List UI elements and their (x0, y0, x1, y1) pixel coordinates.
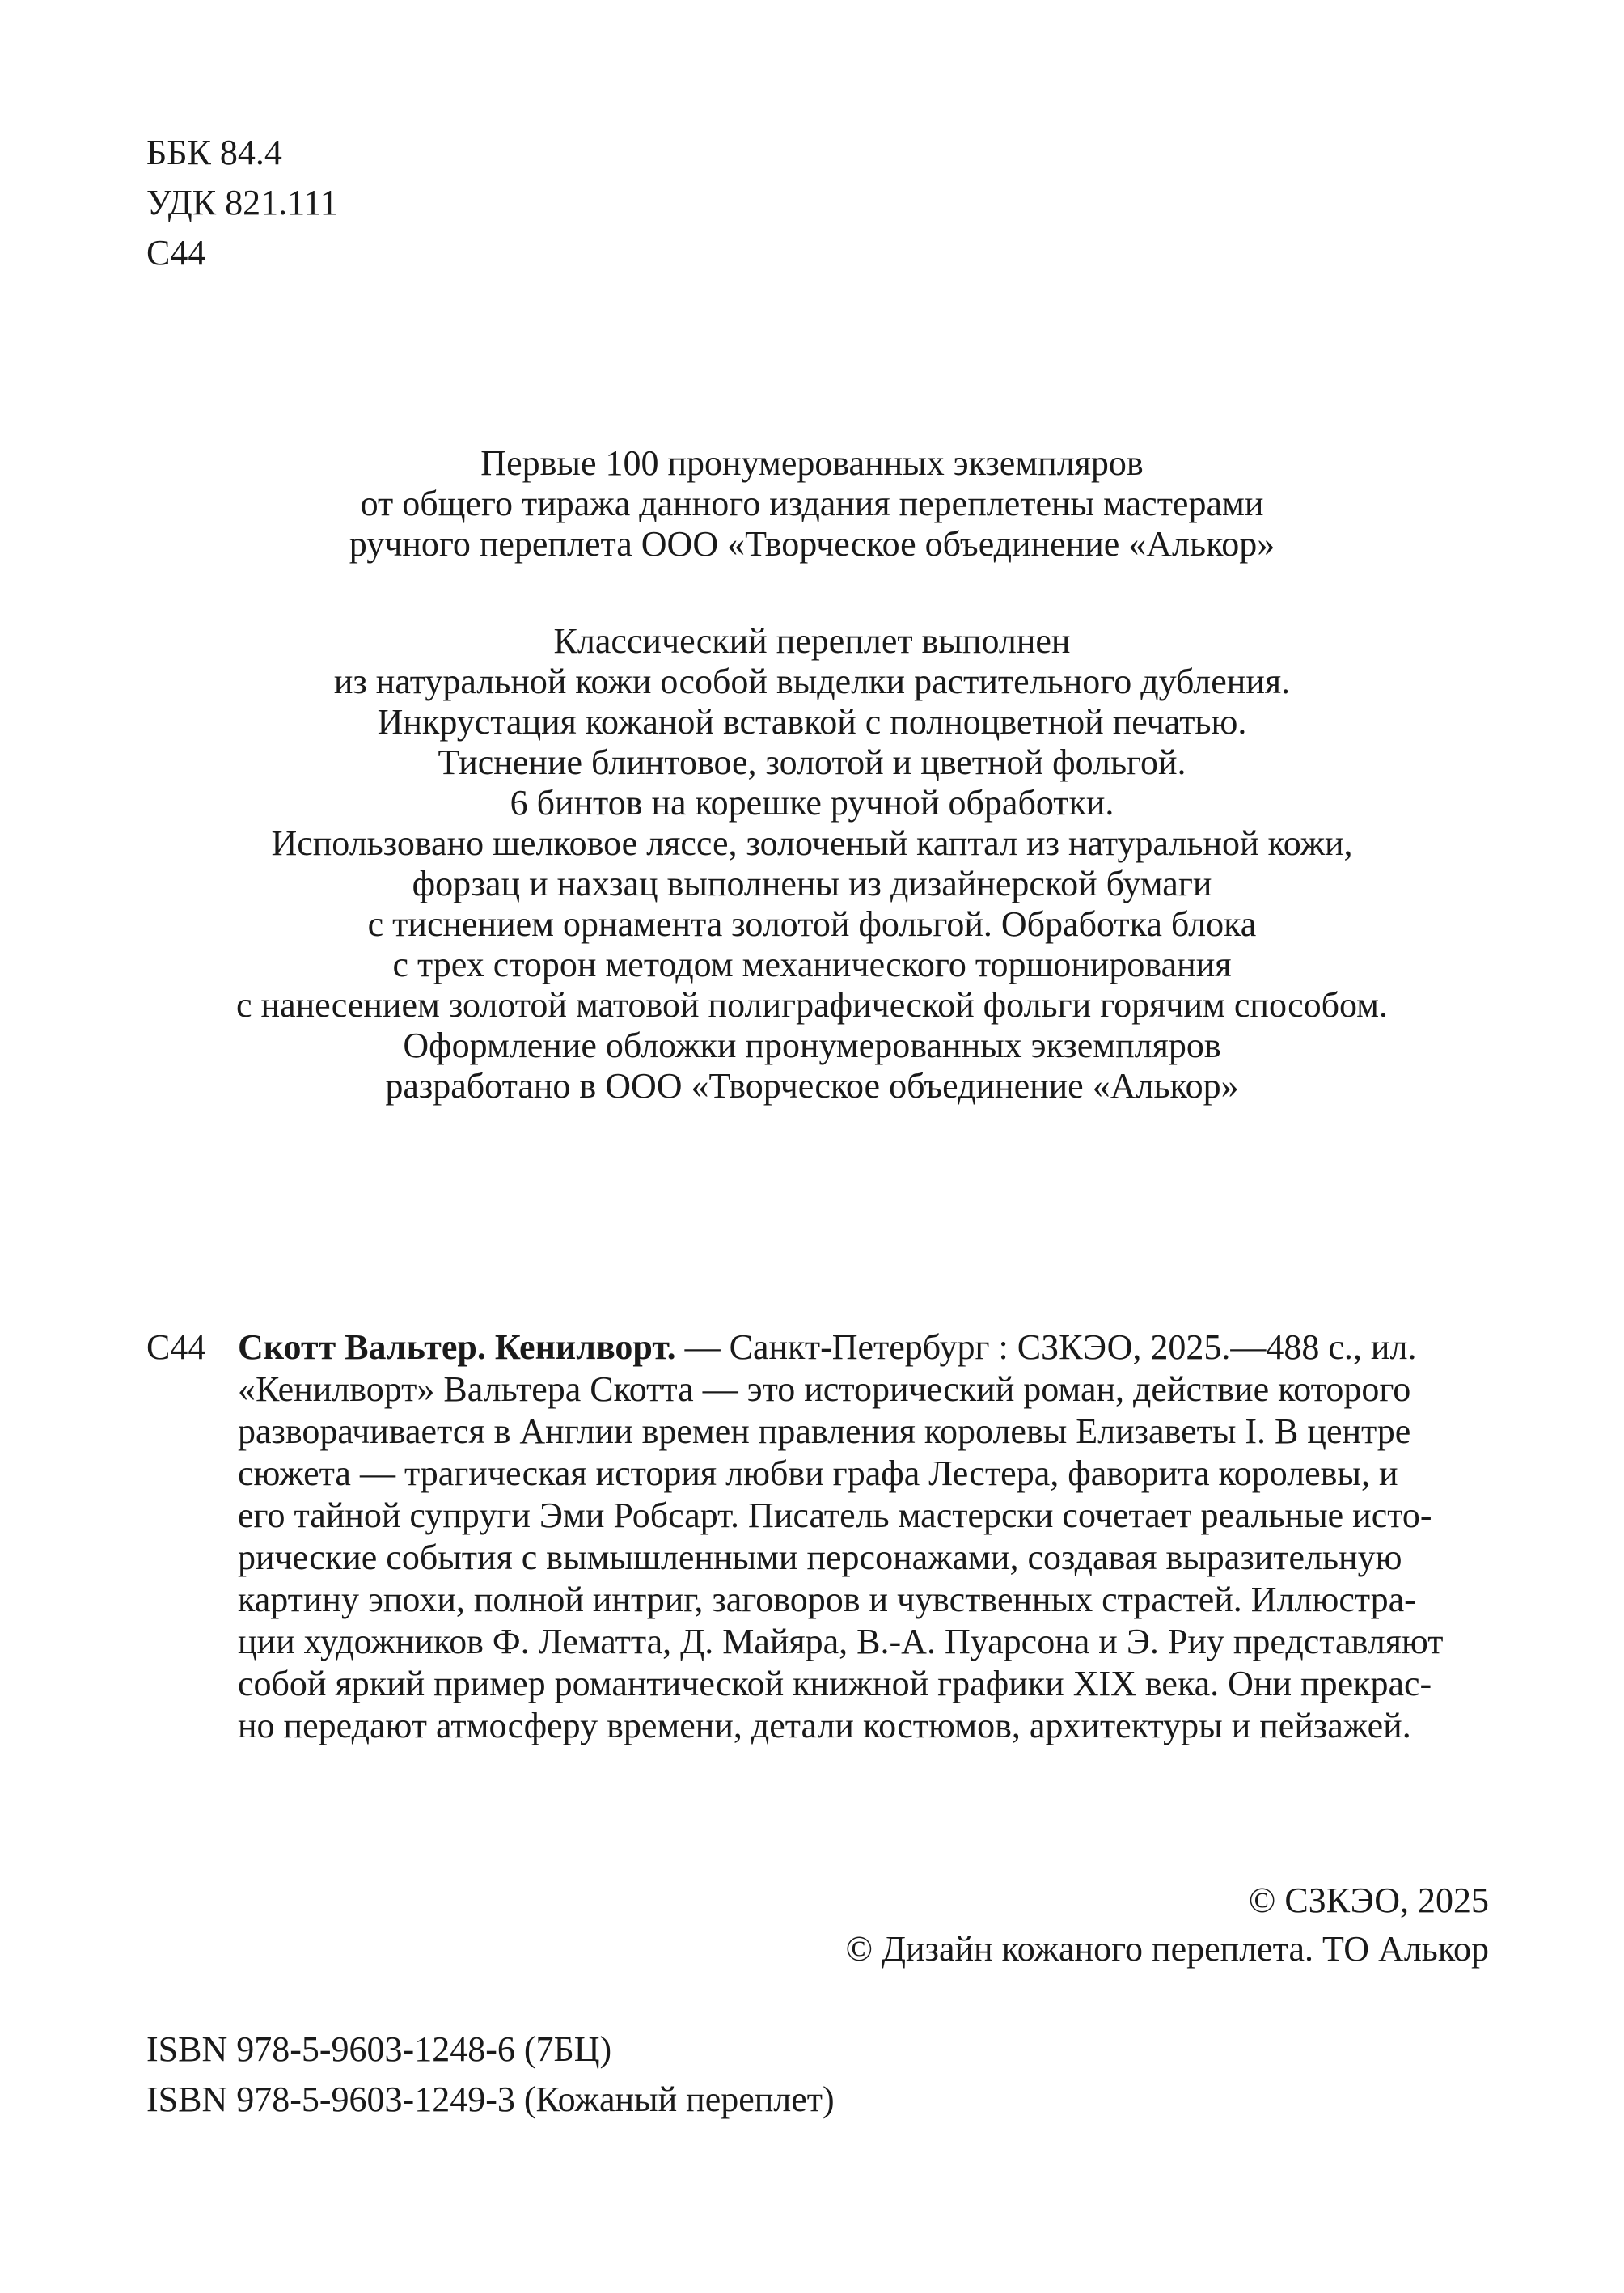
bibliographic-annotation (146, 1326, 1489, 1747)
annotation-line: ции художников Ф. Лематта, Д. Майяра, В.-А. Пуарсона и Э. Риу представляют (238, 1622, 1444, 1661)
binding-line: Использовано шелковое ляссе, золоченый каптал из натуральной кожи, (271, 823, 1353, 863)
binding-description (146, 621, 1478, 1106)
annotation-heading (238, 1326, 1489, 1369)
annotation-line: собой яркий пример романтической книжной графики XIX века. Они прекрас- (238, 1664, 1432, 1703)
binding-line: Классический переплет выполнен (553, 621, 1071, 661)
binding-line: из натуральной кожи особой выделки растительного дубления. (333, 662, 1291, 701)
binding-line: форзац и нахзац выполнены из дизайнерской бумаги (412, 864, 1212, 903)
annotation-line: «Кенилворт» Вальтера Скотта — это исторический роман, действие которого (238, 1369, 1411, 1409)
imprint-details: — Санкт-Петербург : СЗКЭО, 2025.—488 с., ил. (675, 1327, 1417, 1367)
design-copyright: © Дизайн кожаного переплета. ТО Алькор (845, 1929, 1489, 1969)
binding-line: с трех сторон методом механического торшонирования (392, 945, 1232, 984)
classification-codes (146, 128, 338, 278)
publisher-copyright: © СЗКЭО, 2025 (1248, 1881, 1489, 1920)
isbn-block (146, 2024, 835, 2125)
numbered-line: Первые 100 пронумерованных экземпляров (480, 443, 1144, 483)
copyright-block (846, 1876, 1489, 1974)
udk-code: УДК 821.111 (146, 183, 338, 222)
annotation-code: С44 (146, 1327, 206, 1367)
annotation-line: картину эпохи, полной интриг, заговоров и чувственных страстей. Иллюстра- (238, 1580, 1416, 1619)
isbn-line: ISBN 978-5-9603-1248-6 (7БЦ) (146, 2029, 612, 2069)
binding-line: Оформление обложки пронумерованных экземпляров (403, 1026, 1221, 1065)
numbered-line: от общего тиража данного издания переплетены мастерами (360, 484, 1264, 523)
bbk-code: ББК 84.4 (146, 133, 282, 172)
binding-line: с тиснением орнамента золотой фольгой. Обработка блока (367, 904, 1257, 944)
annotation-line: сюжета — трагическая история любви графа Лестера, фаворита королевы, и (238, 1453, 1398, 1493)
binding-line: Тиснение блинтовое, золотой и цветной фольгой. (438, 742, 1186, 782)
author-mark: С44 (146, 233, 206, 273)
binding-line: разработано в ООО «Творческое объединение «Алькор» (385, 1066, 1239, 1106)
annotation-body (238, 1326, 1489, 1747)
annotation-line: разворачивается в Англии времен правления королевы Елизаветы I. В центре (238, 1411, 1411, 1451)
annotation-line: рические события с вымышленными персонажами, создавая выразительную (238, 1538, 1402, 1577)
numbered-copies-note (146, 443, 1478, 565)
numbered-line: ручного переплета ООО «Творческое объединение «Алькор» (349, 524, 1275, 564)
annotation-line: но передают атмосферу времени, детали костюмов, архитектуры и пейзажей. (238, 1706, 1411, 1745)
annotation-line: его тайной супруги Эми Робсарт. Писатель мастерски сочетает реальные исто- (238, 1496, 1432, 1535)
binding-line: Инкрустация кожаной вставкой с полноцветной печатью. (377, 702, 1247, 742)
binding-line: с нанесением золотой матовой полиграфической фольги горячим способом. (236, 985, 1388, 1025)
isbn-line: ISBN 978-5-9603-1249-3 (Кожаный переплет) (146, 2079, 835, 2119)
author-title: Скотт Вальтер. Кенилворт. (238, 1327, 676, 1367)
binding-line: 6 бинтов на корешке ручной обработки. (510, 783, 1114, 823)
